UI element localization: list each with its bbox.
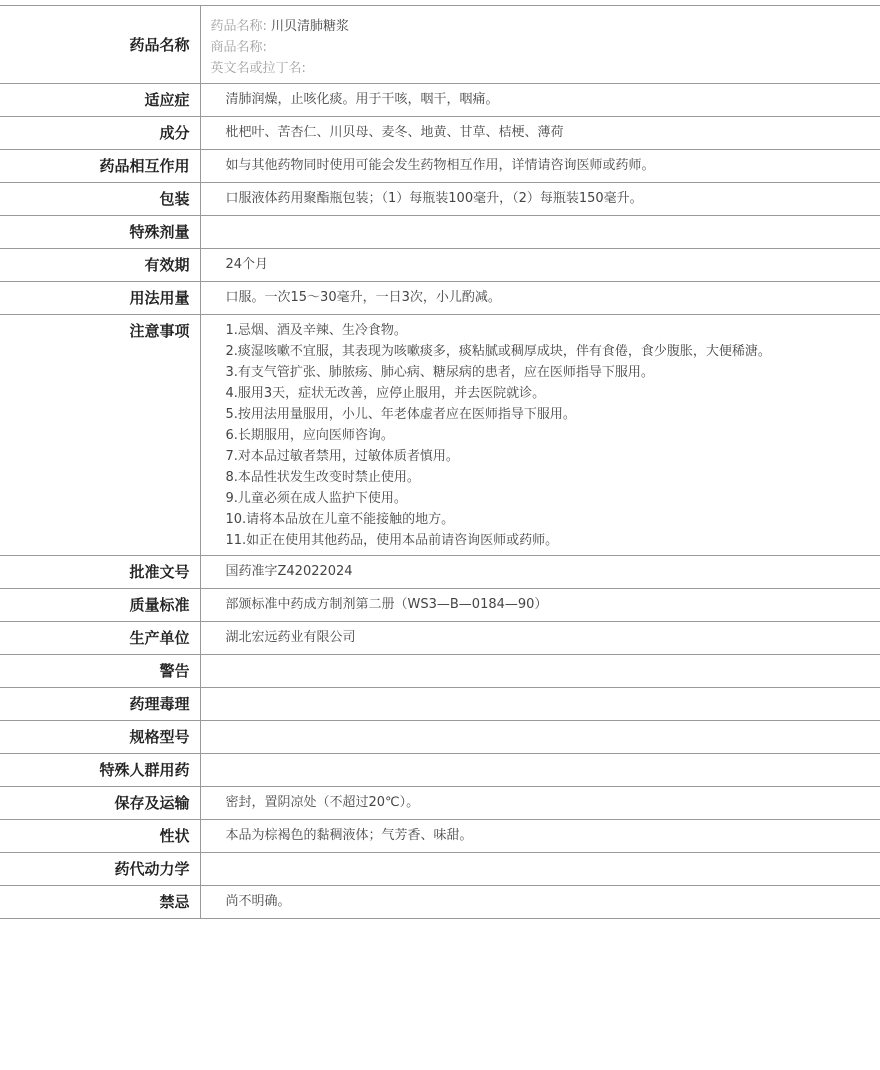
value-usage: 口服。一次15～30毫升，一日3次，小儿酌减。 [200, 282, 880, 315]
precaution-item: 8.本品性状发生改变时禁止使用。 [225, 470, 420, 485]
precaution-item: 6.长期服用，应向医师咨询。 [225, 428, 394, 443]
value-storage: 密封，置阴凉处（不超过20℃）。 [200, 787, 880, 820]
value-special-dosage [200, 216, 880, 249]
row-indications [0, 84, 880, 117]
generic-name-value: 川贝清肺糖浆 [271, 19, 350, 34]
value-description: 本品为棕褐色的黏稠液体；气芳香、味甜。 [200, 820, 880, 853]
row-usage [0, 282, 880, 315]
row-description [0, 820, 880, 853]
precaution-item: 9.儿童必须在成人监护下使用。 [225, 491, 407, 506]
label-shelf-life: 有效期 [0, 249, 200, 282]
english-name-key: 英文名或拉丁名: [210, 61, 306, 76]
row-drug-name [0, 6, 880, 84]
precaution-item: 4.服用3天，症状无改善，应停止服用，并去医院就诊。 [225, 386, 546, 401]
label-storage: 保存及运输 [0, 787, 200, 820]
label-standard: 质量标准 [0, 589, 200, 622]
label-manufacturer: 生产单位 [0, 622, 200, 655]
value-shelf-life: 24个月 [200, 249, 880, 282]
precaution-item: 2.痰湿咳嗽不宜服，其表现为咳嗽痰多，痰粘腻或稠厚成块，伴有食倦，食少腹胀，大便稀溏。 [225, 344, 771, 359]
row-approval [0, 556, 880, 589]
row-precautions [0, 315, 880, 556]
label-drug-name: 药品名称 [0, 6, 200, 84]
value-pharmacokinetics [200, 853, 880, 886]
trade-name-key: 商品名称: [210, 40, 267, 55]
row-contraindications [0, 886, 880, 919]
generic-name-key: 药品名称: [210, 19, 267, 34]
value-ingredients: 枇杷叶、苦杏仁、川贝母、麦冬、地黄、甘草、桔梗、薄荷 [200, 117, 880, 150]
label-warning: 警告 [0, 655, 200, 688]
value-interactions: 如与其他药物同时使用可能会发生药物相互作用，详情请咨询医师或药师。 [200, 150, 880, 183]
value-special-population [200, 754, 880, 787]
row-special-population [0, 754, 880, 787]
precaution-item: 5.按用法用量服用，小儿、年老体虚者应在医师指导下服用。 [225, 407, 576, 422]
value-indications: 清肺润燥，止咳化痰。用于干咳，咽干，咽痛。 [200, 84, 880, 117]
row-ingredients [0, 117, 880, 150]
value-precautions [200, 315, 880, 556]
row-special-dosage [0, 216, 880, 249]
label-usage: 用法用量 [0, 282, 200, 315]
row-warning [0, 655, 880, 688]
precaution-item: 1.忌烟、酒及辛辣、生冷食物。 [225, 323, 407, 338]
value-contraindications: 尚不明确。 [200, 886, 880, 919]
precaution-item: 7.对本品过敏者禁用，过敏体质者慎用。 [225, 449, 459, 464]
label-indications: 适应症 [0, 84, 200, 117]
drug-info-table [0, 5, 880, 919]
label-description: 性状 [0, 820, 200, 853]
generic-name-line [211, 16, 880, 37]
label-ingredients: 成分 [0, 117, 200, 150]
value-drug-name [200, 6, 880, 84]
precaution-item: 11.如正在使用其他药品，使用本品前请咨询医师或药师。 [225, 533, 559, 548]
label-specification: 规格型号 [0, 721, 200, 754]
label-pharmacokinetics: 药代动力学 [0, 853, 200, 886]
value-standard: 部颁标准中药成方制剂第二册（WS3—B—0184—90） [200, 589, 880, 622]
value-approval: 国药准字Z42022024 [200, 556, 880, 589]
value-pharmacology [200, 688, 880, 721]
row-specification [0, 721, 880, 754]
value-manufacturer: 湖北宏远药业有限公司 [200, 622, 880, 655]
value-specification [200, 721, 880, 754]
label-precautions: 注意事项 [0, 315, 200, 556]
row-interactions [0, 150, 880, 183]
label-pharmacology: 药理毒理 [0, 688, 200, 721]
trade-name-line [211, 37, 880, 58]
label-interactions: 药品相互作用 [0, 150, 200, 183]
label-packaging: 包装 [0, 183, 200, 216]
row-pharmacokinetics [0, 853, 880, 886]
value-packaging: 口服液体药用聚酯瓶包装；（1）每瓶装100毫升，（2）每瓶装150毫升。 [200, 183, 880, 216]
row-storage [0, 787, 880, 820]
label-contraindications: 禁忌 [0, 886, 200, 919]
label-special-population: 特殊人群用药 [0, 754, 200, 787]
row-shelf-life [0, 249, 880, 282]
value-warning [200, 655, 880, 688]
row-pharmacology [0, 688, 880, 721]
row-standard [0, 589, 880, 622]
precaution-item: 3.有支气管扩张、肺脓疡、肺心病、糖尿病的患者，应在医师指导下服用。 [225, 365, 654, 380]
english-name-line [211, 58, 880, 79]
row-packaging [0, 183, 880, 216]
label-special-dosage: 特殊剂量 [0, 216, 200, 249]
row-manufacturer [0, 622, 880, 655]
label-approval: 批准文号 [0, 556, 200, 589]
precaution-item: 10.请将本品放在儿童不能接触的地方。 [225, 512, 455, 527]
